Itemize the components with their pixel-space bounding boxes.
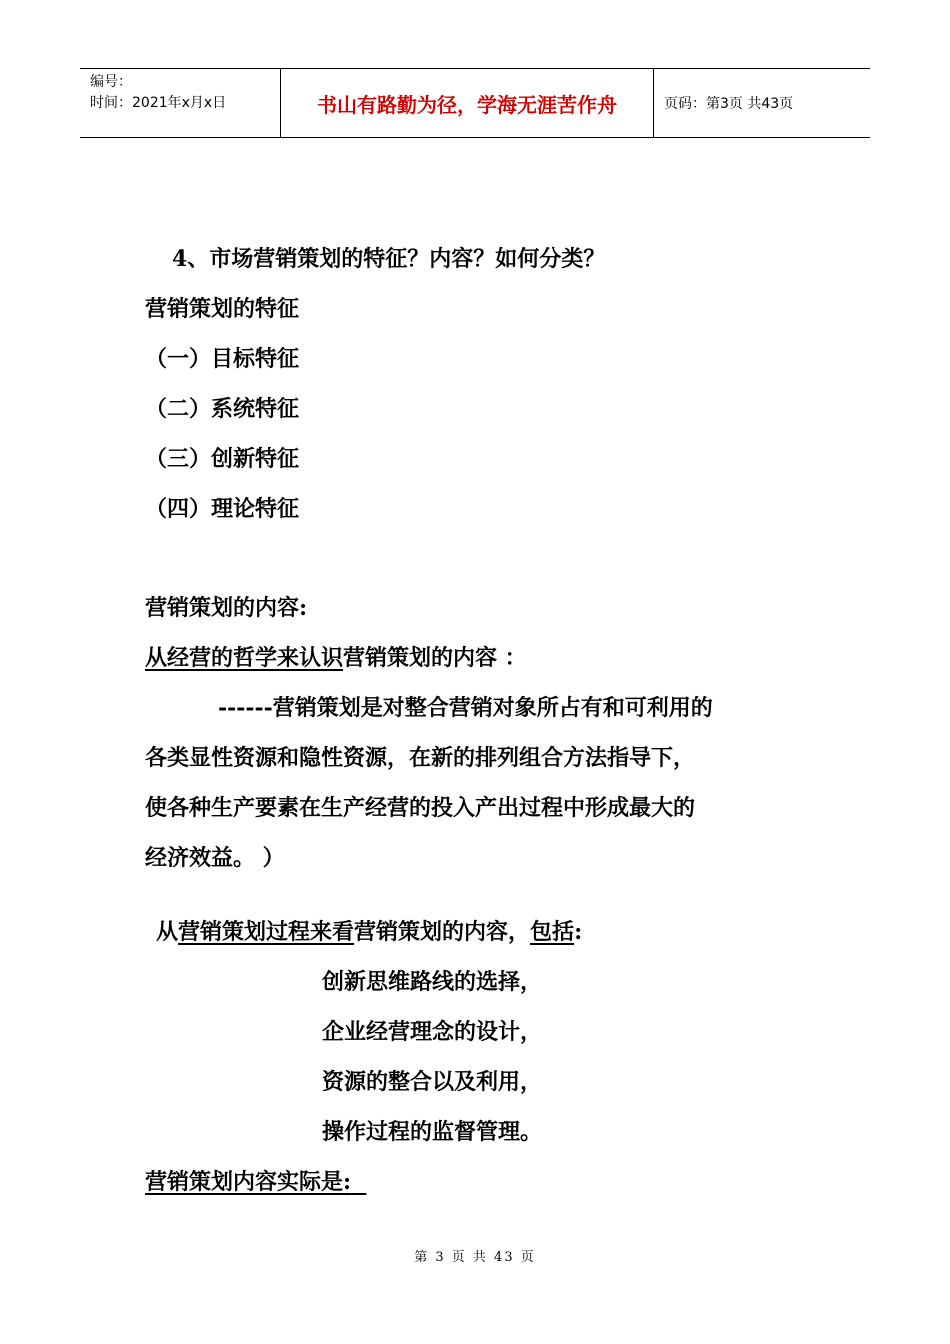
- time-label: 时间：2021年x月x日: [90, 95, 227, 111]
- philosophy-line: [145, 643, 527, 673]
- actual-content-label: 营销策划内容实际是:: [145, 1169, 352, 1195]
- philosophy-rest: 营销策划的内容 ：: [343, 645, 527, 671]
- process-item: 创新思维路线的选择，: [322, 969, 543, 995]
- process-item: 企业经营理念的设计，: [322, 1019, 543, 1045]
- question-heading: 4、市场营销策划的特征？内容？如何分类？: [172, 246, 606, 272]
- process-underlined: 营销策划过程来看: [178, 919, 355, 945]
- feature-item: （三）创新特征: [145, 446, 300, 472]
- header-meta: [80, 69, 281, 137]
- content-title: 营销策划的内容:: [145, 595, 308, 621]
- process-item: 操作过程的监督管理。: [322, 1119, 543, 1145]
- process-middle: 营销策划的内容，: [354, 919, 531, 945]
- header-motto: 书山有路勤为径，学海无涯苦作舟: [281, 69, 654, 137]
- feature-item: （一）目标特征: [145, 346, 300, 372]
- process-suffix: :: [574, 919, 583, 945]
- philosophy-underlined: 从经营的哲学来认识: [145, 645, 344, 671]
- feature-item: （二）系统特征: [145, 396, 300, 422]
- number-label: 编号：: [90, 74, 132, 90]
- process-prefix: 从: [156, 919, 179, 945]
- page-header: [80, 68, 870, 138]
- process-item: 资源的整合以及利用，: [322, 1069, 543, 1095]
- paragraph-line: 各类显性资源和隐性资源，在新的排列组合方法指导下，: [145, 745, 696, 771]
- process-underlined-2: 包括: [530, 919, 575, 945]
- header-page-info: 页码：第3页 共43页: [664, 96, 794, 112]
- paragraph-line: 使各种生产要素在生产经营的投入产出过程中形成最大的: [145, 795, 696, 821]
- process-line: [156, 917, 582, 947]
- paragraph-line: ------营销策划是对整合营销对象所占有和可利用的: [218, 695, 713, 721]
- features-title: 营销策划的特征: [145, 296, 300, 322]
- paragraph-line: 经济效益。 ）: [145, 845, 285, 871]
- actual-content-line: [145, 1167, 366, 1197]
- feature-item: （四）理论特征: [145, 496, 300, 522]
- page-footer: 第 3 页 共 43 页: [414, 1250, 536, 1265]
